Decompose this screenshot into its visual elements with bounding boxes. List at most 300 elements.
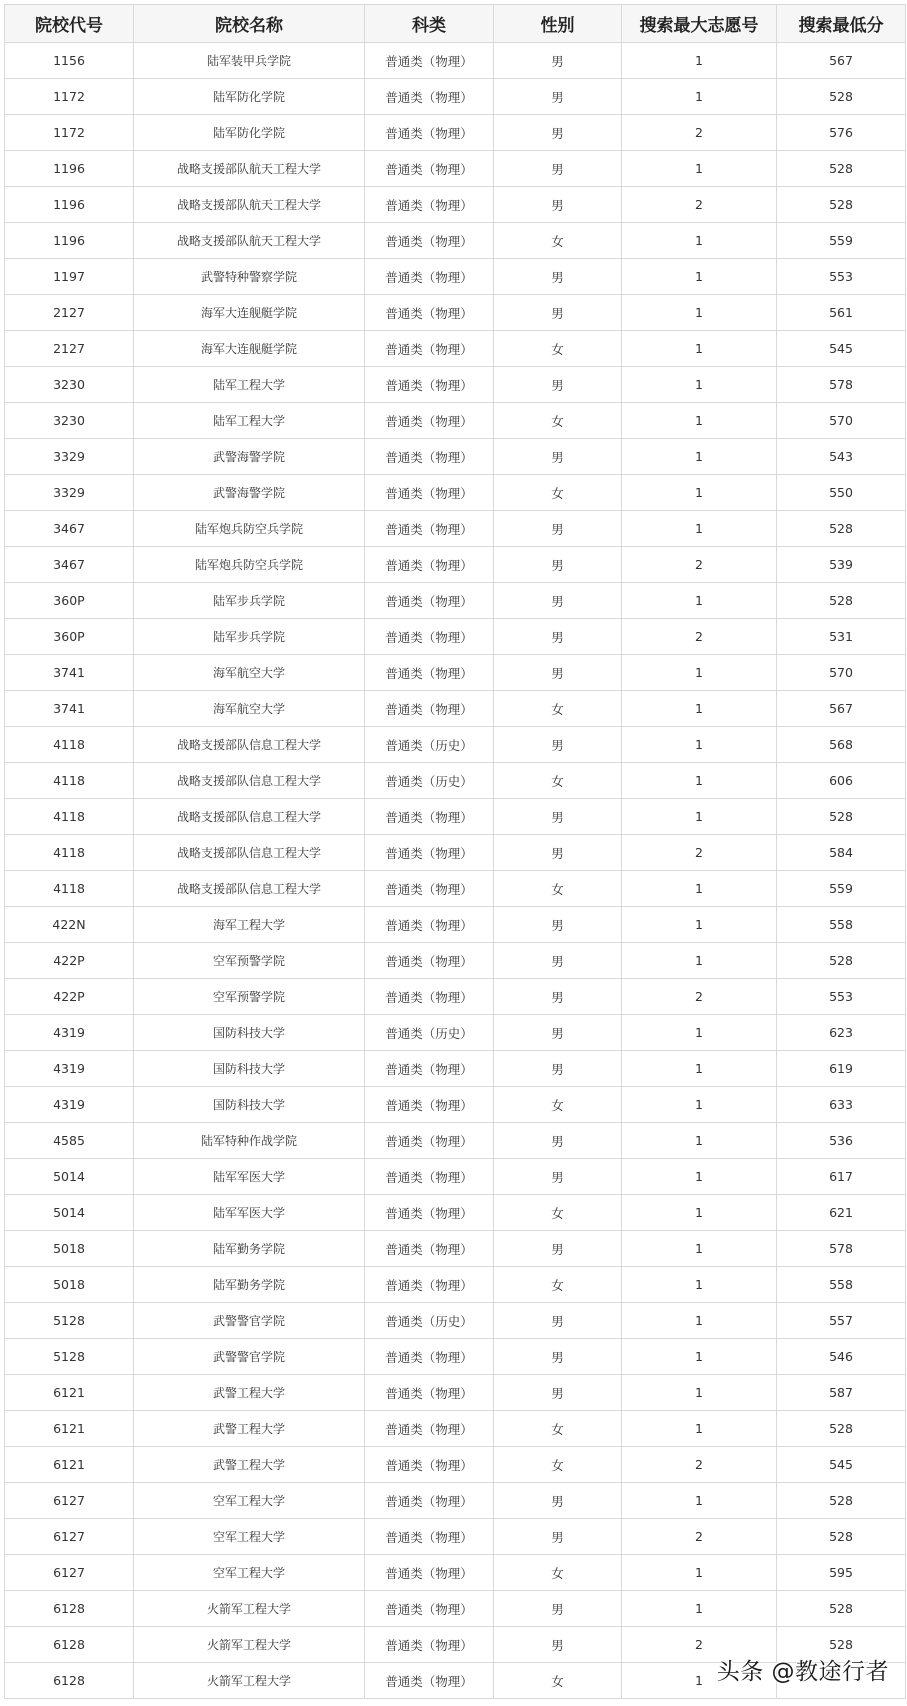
cell-category: 普通类（物理） — [365, 619, 494, 655]
cell-max-choice-no: 1 — [622, 1015, 777, 1051]
cell-school-code: 4118 — [5, 871, 134, 907]
cell-max-choice-no: 1 — [622, 799, 777, 835]
cell-max-choice-no: 1 — [622, 907, 777, 943]
cell-category: 普通类（物理） — [365, 1447, 494, 1483]
cell-min-score: 621 — [777, 1195, 906, 1231]
table-row — [5, 1591, 906, 1627]
cell-max-choice-no: 1 — [622, 475, 777, 511]
cell-min-score: 578 — [777, 1231, 906, 1267]
cell-max-choice-no: 2 — [622, 1627, 777, 1663]
cell-category: 普通类（历史） — [365, 763, 494, 799]
cell-school-name: 海军大连舰艇学院 — [134, 295, 365, 331]
cell-school-name: 陆军工程大学 — [134, 367, 365, 403]
cell-school-code: 4118 — [5, 727, 134, 763]
cell-max-choice-no: 1 — [622, 295, 777, 331]
cell-category: 普通类（物理） — [365, 511, 494, 547]
cell-category: 普通类（物理） — [365, 799, 494, 835]
cell-school-code: 4118 — [5, 763, 134, 799]
cell-school-name: 战略支援部队航天工程大学 — [134, 151, 365, 187]
cell-school-name: 陆军炮兵防空兵学院 — [134, 547, 365, 583]
cell-min-score: 543 — [777, 439, 906, 475]
cell-school-name: 战略支援部队信息工程大学 — [134, 835, 365, 871]
cell-school-code: 1197 — [5, 259, 134, 295]
cell-max-choice-no: 1 — [622, 1483, 777, 1519]
cell-gender: 男 — [494, 1591, 622, 1627]
cell-min-score: 528 — [777, 1627, 906, 1663]
cell-school-name: 火箭军工程大学 — [134, 1627, 365, 1663]
cell-min-score: 578 — [777, 367, 906, 403]
cell-gender: 男 — [494, 727, 622, 763]
cell-category: 普通类（物理） — [365, 295, 494, 331]
cell-category: 普通类（历史） — [365, 1303, 494, 1339]
cell-min-score: 570 — [777, 655, 906, 691]
table-row — [5, 403, 906, 439]
table-row — [5, 943, 906, 979]
cell-gender: 男 — [494, 295, 622, 331]
cell-max-choice-no: 1 — [622, 655, 777, 691]
cell-school-code: 2127 — [5, 331, 134, 367]
table-row — [5, 835, 906, 871]
table-row — [5, 763, 906, 799]
cell-category: 普通类（物理） — [365, 79, 494, 115]
cell-gender: 男 — [494, 187, 622, 223]
table-row — [5, 547, 906, 583]
cell-school-code: 4319 — [5, 1087, 134, 1123]
cell-min-score: 528 — [777, 79, 906, 115]
cell-gender: 女 — [494, 1447, 622, 1483]
cell-max-choice-no: 1 — [622, 439, 777, 475]
cell-school-name: 战略支援部队信息工程大学 — [134, 799, 365, 835]
cell-category: 普通类（物理） — [365, 547, 494, 583]
cell-min-score: 528 — [777, 1591, 906, 1627]
cell-max-choice-no: 1 — [622, 1231, 777, 1267]
header-min-score: 搜索最低分 — [777, 5, 906, 43]
cell-school-name: 陆军步兵学院 — [134, 583, 365, 619]
cell-category: 普通类（物理） — [365, 1159, 494, 1195]
cell-school-code: 3741 — [5, 691, 134, 727]
table-body — [5, 43, 906, 1699]
cell-school-name: 陆军步兵学院 — [134, 619, 365, 655]
cell-school-name: 空军工程大学 — [134, 1483, 365, 1519]
cell-max-choice-no: 2 — [622, 1519, 777, 1555]
cell-max-choice-no: 1 — [622, 871, 777, 907]
cell-gender: 女 — [494, 1267, 622, 1303]
header-school-code: 院校代号 — [5, 5, 134, 43]
table-row — [5, 1519, 906, 1555]
cell-school-code: 1172 — [5, 79, 134, 115]
cell-gender: 女 — [494, 1411, 622, 1447]
cell-gender: 女 — [494, 691, 622, 727]
header-max-choice-no: 搜索最大志愿号 — [622, 5, 777, 43]
table-row — [5, 43, 906, 79]
cell-gender: 男 — [494, 799, 622, 835]
cell-min-score: 553 — [777, 979, 906, 1015]
cell-max-choice-no: 1 — [622, 1051, 777, 1087]
cell-school-name: 海军航空大学 — [134, 691, 365, 727]
cell-max-choice-no: 1 — [622, 1411, 777, 1447]
cell-school-name: 国防科技大学 — [134, 1087, 365, 1123]
cell-gender: 男 — [494, 583, 622, 619]
cell-min-score: 553 — [777, 259, 906, 295]
table-row — [5, 1339, 906, 1375]
cell-school-code: 1196 — [5, 151, 134, 187]
cell-max-choice-no: 1 — [622, 1339, 777, 1375]
cell-gender: 女 — [494, 763, 622, 799]
cell-category: 普通类（历史） — [365, 1015, 494, 1051]
cell-school-code: 6127 — [5, 1519, 134, 1555]
cell-max-choice-no: 2 — [622, 115, 777, 151]
cell-school-name: 空军预警学院 — [134, 943, 365, 979]
cell-school-name: 武警警官学院 — [134, 1303, 365, 1339]
cell-min-score: 576 — [777, 115, 906, 151]
cell-max-choice-no: 1 — [622, 1375, 777, 1411]
cell-category: 普通类（物理） — [365, 115, 494, 151]
cell-max-choice-no: 1 — [622, 1555, 777, 1591]
table-row — [5, 727, 906, 763]
cell-min-score: 559 — [777, 871, 906, 907]
table-row — [5, 1411, 906, 1447]
cell-max-choice-no: 1 — [622, 943, 777, 979]
cell-min-score: 568 — [777, 727, 906, 763]
cell-category: 普通类（物理） — [365, 439, 494, 475]
table-row — [5, 187, 906, 223]
table-row — [5, 367, 906, 403]
cell-gender: 男 — [494, 1303, 622, 1339]
cell-category: 普通类（物理） — [365, 1591, 494, 1627]
cell-max-choice-no: 2 — [622, 1447, 777, 1483]
cell-min-score: 595 — [777, 1555, 906, 1591]
cell-category: 普通类（物理） — [365, 1555, 494, 1591]
header-school-name: 院校名称 — [134, 5, 365, 43]
table-row — [5, 655, 906, 691]
cell-school-code: 6121 — [5, 1447, 134, 1483]
cell-gender: 女 — [494, 1663, 622, 1699]
cell-max-choice-no: 1 — [622, 1591, 777, 1627]
cell-school-code: 6127 — [5, 1555, 134, 1591]
cell-gender: 男 — [494, 115, 622, 151]
cell-school-name: 战略支援部队航天工程大学 — [134, 187, 365, 223]
cell-max-choice-no: 2 — [622, 835, 777, 871]
cell-school-name: 陆军勤务学院 — [134, 1267, 365, 1303]
cell-category: 普通类（物理） — [365, 259, 494, 295]
cell-category: 普通类（物理） — [365, 871, 494, 907]
cell-category: 普通类（物理） — [365, 1375, 494, 1411]
cell-min-score: 623 — [777, 1015, 906, 1051]
table-row — [5, 79, 906, 115]
cell-max-choice-no: 1 — [622, 259, 777, 295]
cell-category: 普通类（物理） — [365, 1195, 494, 1231]
cell-gender: 男 — [494, 943, 622, 979]
cell-school-name: 海军大连舰艇学院 — [134, 331, 365, 367]
table-row — [5, 1015, 906, 1051]
cell-school-code: 3467 — [5, 547, 134, 583]
cell-gender: 女 — [494, 1555, 622, 1591]
cell-min-score: 536 — [777, 1123, 906, 1159]
cell-max-choice-no: 1 — [622, 691, 777, 727]
cell-school-name: 战略支援部队信息工程大学 — [134, 763, 365, 799]
cell-min-score: 617 — [777, 1159, 906, 1195]
cell-max-choice-no: 1 — [622, 583, 777, 619]
cell-max-choice-no: 1 — [622, 1123, 777, 1159]
cell-category: 普通类（物理） — [365, 1051, 494, 1087]
cell-category: 普通类（物理） — [365, 1627, 494, 1663]
header-row — [5, 5, 906, 43]
cell-school-name: 陆军军医大学 — [134, 1195, 365, 1231]
cell-gender: 男 — [494, 1375, 622, 1411]
cell-gender: 男 — [494, 979, 622, 1015]
cell-school-code: 3467 — [5, 511, 134, 547]
table-row — [5, 1087, 906, 1123]
cell-gender: 男 — [494, 79, 622, 115]
table-row — [5, 475, 906, 511]
table-row — [5, 691, 906, 727]
cell-gender: 男 — [494, 1015, 622, 1051]
cell-max-choice-no: 2 — [622, 979, 777, 1015]
cell-school-code: 360P — [5, 583, 134, 619]
cell-max-choice-no: 1 — [622, 763, 777, 799]
cell-category: 普通类（物理） — [365, 223, 494, 259]
cell-school-name: 武警海警学院 — [134, 475, 365, 511]
cell-category: 普通类（物理） — [365, 43, 494, 79]
table-row — [5, 799, 906, 835]
cell-school-code: 3329 — [5, 439, 134, 475]
cell-min-score: 570 — [777, 403, 906, 439]
cell-max-choice-no: 2 — [622, 187, 777, 223]
cell-school-name: 陆军装甲兵学院 — [134, 43, 365, 79]
cell-category: 普通类（物理） — [365, 655, 494, 691]
cell-school-code: 5018 — [5, 1267, 134, 1303]
cell-category: 普通类（物理） — [365, 1339, 494, 1375]
table-row — [5, 295, 906, 331]
cell-school-name: 武警工程大学 — [134, 1411, 365, 1447]
cell-max-choice-no: 1 — [622, 331, 777, 367]
cell-gender: 女 — [494, 1087, 622, 1123]
cell-category: 普通类（物理） — [365, 1519, 494, 1555]
table-row — [5, 331, 906, 367]
cell-min-score: 567 — [777, 43, 906, 79]
cell-category: 普通类（物理） — [365, 1663, 494, 1699]
cell-school-code: 5018 — [5, 1231, 134, 1267]
header-category: 科类 — [365, 5, 494, 43]
cell-school-code: 6121 — [5, 1411, 134, 1447]
cell-school-name: 陆军军医大学 — [134, 1159, 365, 1195]
cell-category: 普通类（物理） — [365, 1123, 494, 1159]
cell-max-choice-no: 1 — [622, 151, 777, 187]
cell-school-name: 国防科技大学 — [134, 1051, 365, 1087]
cell-school-code: 6127 — [5, 1483, 134, 1519]
cell-school-name: 陆军防化学院 — [134, 115, 365, 151]
cell-max-choice-no: 1 — [622, 223, 777, 259]
table-row — [5, 1231, 906, 1267]
cell-max-choice-no: 1 — [622, 1087, 777, 1123]
cell-gender: 男 — [494, 511, 622, 547]
cell-max-choice-no: 1 — [622, 511, 777, 547]
table-row — [5, 1555, 906, 1591]
cell-min-score: 528 — [777, 1519, 906, 1555]
header-gender: 性别 — [494, 5, 622, 43]
cell-school-code: 422N — [5, 907, 134, 943]
cell-min-score: 528 — [777, 583, 906, 619]
cell-max-choice-no: 1 — [622, 1303, 777, 1339]
cell-min-score: 561 — [777, 295, 906, 331]
cell-min-score: 558 — [777, 1267, 906, 1303]
cell-school-code: 4319 — [5, 1015, 134, 1051]
cell-school-code: 6128 — [5, 1591, 134, 1627]
cell-school-name: 海军航空大学 — [134, 655, 365, 691]
cell-category: 普通类（物理） — [365, 691, 494, 727]
table-row — [5, 1375, 906, 1411]
cell-min-score: 559 — [777, 223, 906, 259]
table-row — [5, 1159, 906, 1195]
cell-max-choice-no: 1 — [622, 727, 777, 763]
cell-category: 普通类（物理） — [365, 979, 494, 1015]
watermark: 头条 @教途行者 — [716, 1659, 889, 1685]
cell-min-score: 528 — [777, 511, 906, 547]
cell-max-choice-no: 1 — [622, 1267, 777, 1303]
cell-max-choice-no: 1 — [622, 1159, 777, 1195]
cell-gender: 男 — [494, 1483, 622, 1519]
cell-school-name: 战略支援部队航天工程大学 — [134, 223, 365, 259]
cell-school-code: 422P — [5, 943, 134, 979]
cell-school-name: 陆军防化学院 — [134, 79, 365, 115]
cell-school-code: 4319 — [5, 1051, 134, 1087]
cell-school-code: 4118 — [5, 799, 134, 835]
cell-max-choice-no: 2 — [622, 619, 777, 655]
cell-category: 普通类（物理） — [365, 1483, 494, 1519]
table-row — [5, 151, 906, 187]
cell-category: 普通类（物理） — [365, 1267, 494, 1303]
cell-school-name: 武警工程大学 — [134, 1375, 365, 1411]
cell-school-name: 武警特种警察学院 — [134, 259, 365, 295]
cell-school-name: 陆军炮兵防空兵学院 — [134, 511, 365, 547]
cell-school-code: 1156 — [5, 43, 134, 79]
cell-school-code: 3741 — [5, 655, 134, 691]
cell-school-name: 空军预警学院 — [134, 979, 365, 1015]
cell-school-code: 6128 — [5, 1627, 134, 1663]
cell-gender: 女 — [494, 331, 622, 367]
cell-min-score: 528 — [777, 1483, 906, 1519]
cell-category: 普通类（物理） — [365, 1411, 494, 1447]
cell-school-name: 陆军勤务学院 — [134, 1231, 365, 1267]
cell-min-score: 558 — [777, 907, 906, 943]
cell-max-choice-no: 1 — [622, 1195, 777, 1231]
cell-school-code: 3329 — [5, 475, 134, 511]
cell-school-code: 1172 — [5, 115, 134, 151]
cell-gender: 男 — [494, 43, 622, 79]
table-row — [5, 907, 906, 943]
table-row — [5, 871, 906, 907]
cell-min-score: 633 — [777, 1087, 906, 1123]
cell-max-choice-no: 2 — [622, 547, 777, 583]
cell-min-score: 545 — [777, 1447, 906, 1483]
cell-gender: 男 — [494, 1519, 622, 1555]
cell-gender: 男 — [494, 1231, 622, 1267]
cell-min-score: 531 — [777, 619, 906, 655]
cell-school-name: 陆军特种作战学院 — [134, 1123, 365, 1159]
cell-school-code: 5128 — [5, 1303, 134, 1339]
cell-school-name: 火箭军工程大学 — [134, 1591, 365, 1627]
cell-category: 普通类（物理） — [365, 331, 494, 367]
table-row — [5, 1123, 906, 1159]
cell-gender: 男 — [494, 367, 622, 403]
cell-gender: 男 — [494, 1051, 622, 1087]
cell-gender: 女 — [494, 223, 622, 259]
cell-category: 普通类（物理） — [365, 403, 494, 439]
table-row — [5, 1303, 906, 1339]
cell-school-name: 空军工程大学 — [134, 1519, 365, 1555]
cell-min-score: 528 — [777, 943, 906, 979]
table-row — [5, 583, 906, 619]
cell-gender: 男 — [494, 619, 622, 655]
cell-min-score: 567 — [777, 691, 906, 727]
cell-gender: 男 — [494, 259, 622, 295]
cell-gender: 女 — [494, 403, 622, 439]
cell-min-score: 545 — [777, 331, 906, 367]
cell-gender: 男 — [494, 1339, 622, 1375]
cell-category: 普通类（物理） — [365, 1087, 494, 1123]
cell-gender: 男 — [494, 439, 622, 475]
cell-school-name: 武警海警学院 — [134, 439, 365, 475]
cell-category: 普通类（物理） — [365, 835, 494, 871]
cell-min-score: 546 — [777, 1339, 906, 1375]
cell-gender: 男 — [494, 907, 622, 943]
cell-school-name: 武警工程大学 — [134, 1447, 365, 1483]
cell-school-code: 3230 — [5, 403, 134, 439]
table-row — [5, 1195, 906, 1231]
cell-school-code: 6128 — [5, 1663, 134, 1699]
table-row — [5, 979, 906, 1015]
cell-school-code: 1196 — [5, 187, 134, 223]
cell-gender: 男 — [494, 1123, 622, 1159]
cell-gender: 男 — [494, 151, 622, 187]
cell-category: 普通类（物理） — [365, 943, 494, 979]
table-row — [5, 115, 906, 151]
cell-min-score: 550 — [777, 475, 906, 511]
cell-min-score: 584 — [777, 835, 906, 871]
cell-min-score: 528 — [777, 799, 906, 835]
cell-min-score: 539 — [777, 547, 906, 583]
cell-school-name: 海军工程大学 — [134, 907, 365, 943]
cell-category: 普通类（物理） — [365, 187, 494, 223]
cell-max-choice-no: 1 — [622, 43, 777, 79]
cell-max-choice-no: 1 — [622, 79, 777, 115]
admission-scores-table — [4, 4, 906, 1699]
cell-gender: 男 — [494, 1627, 622, 1663]
cell-gender: 男 — [494, 655, 622, 691]
cell-gender: 男 — [494, 835, 622, 871]
cell-school-code: 4585 — [5, 1123, 134, 1159]
table-row — [5, 619, 906, 655]
cell-gender: 女 — [494, 871, 622, 907]
cell-school-name: 陆军工程大学 — [134, 403, 365, 439]
cell-school-name: 战略支援部队信息工程大学 — [134, 871, 365, 907]
table-row — [5, 511, 906, 547]
table-row — [5, 439, 906, 475]
cell-school-name: 武警警官学院 — [134, 1339, 365, 1375]
cell-school-code: 360P — [5, 619, 134, 655]
cell-school-code: 5128 — [5, 1339, 134, 1375]
cell-max-choice-no: 1 — [622, 1663, 777, 1699]
table-row — [5, 1483, 906, 1519]
cell-school-name: 战略支援部队信息工程大学 — [134, 727, 365, 763]
cell-school-name: 空军工程大学 — [134, 1555, 365, 1591]
cell-category: 普通类（物理） — [365, 583, 494, 619]
table-row — [5, 1267, 906, 1303]
cell-gender: 女 — [494, 1195, 622, 1231]
cell-min-score: 528 — [777, 1411, 906, 1447]
table-row — [5, 1447, 906, 1483]
cell-category: 普通类（物理） — [365, 1231, 494, 1267]
